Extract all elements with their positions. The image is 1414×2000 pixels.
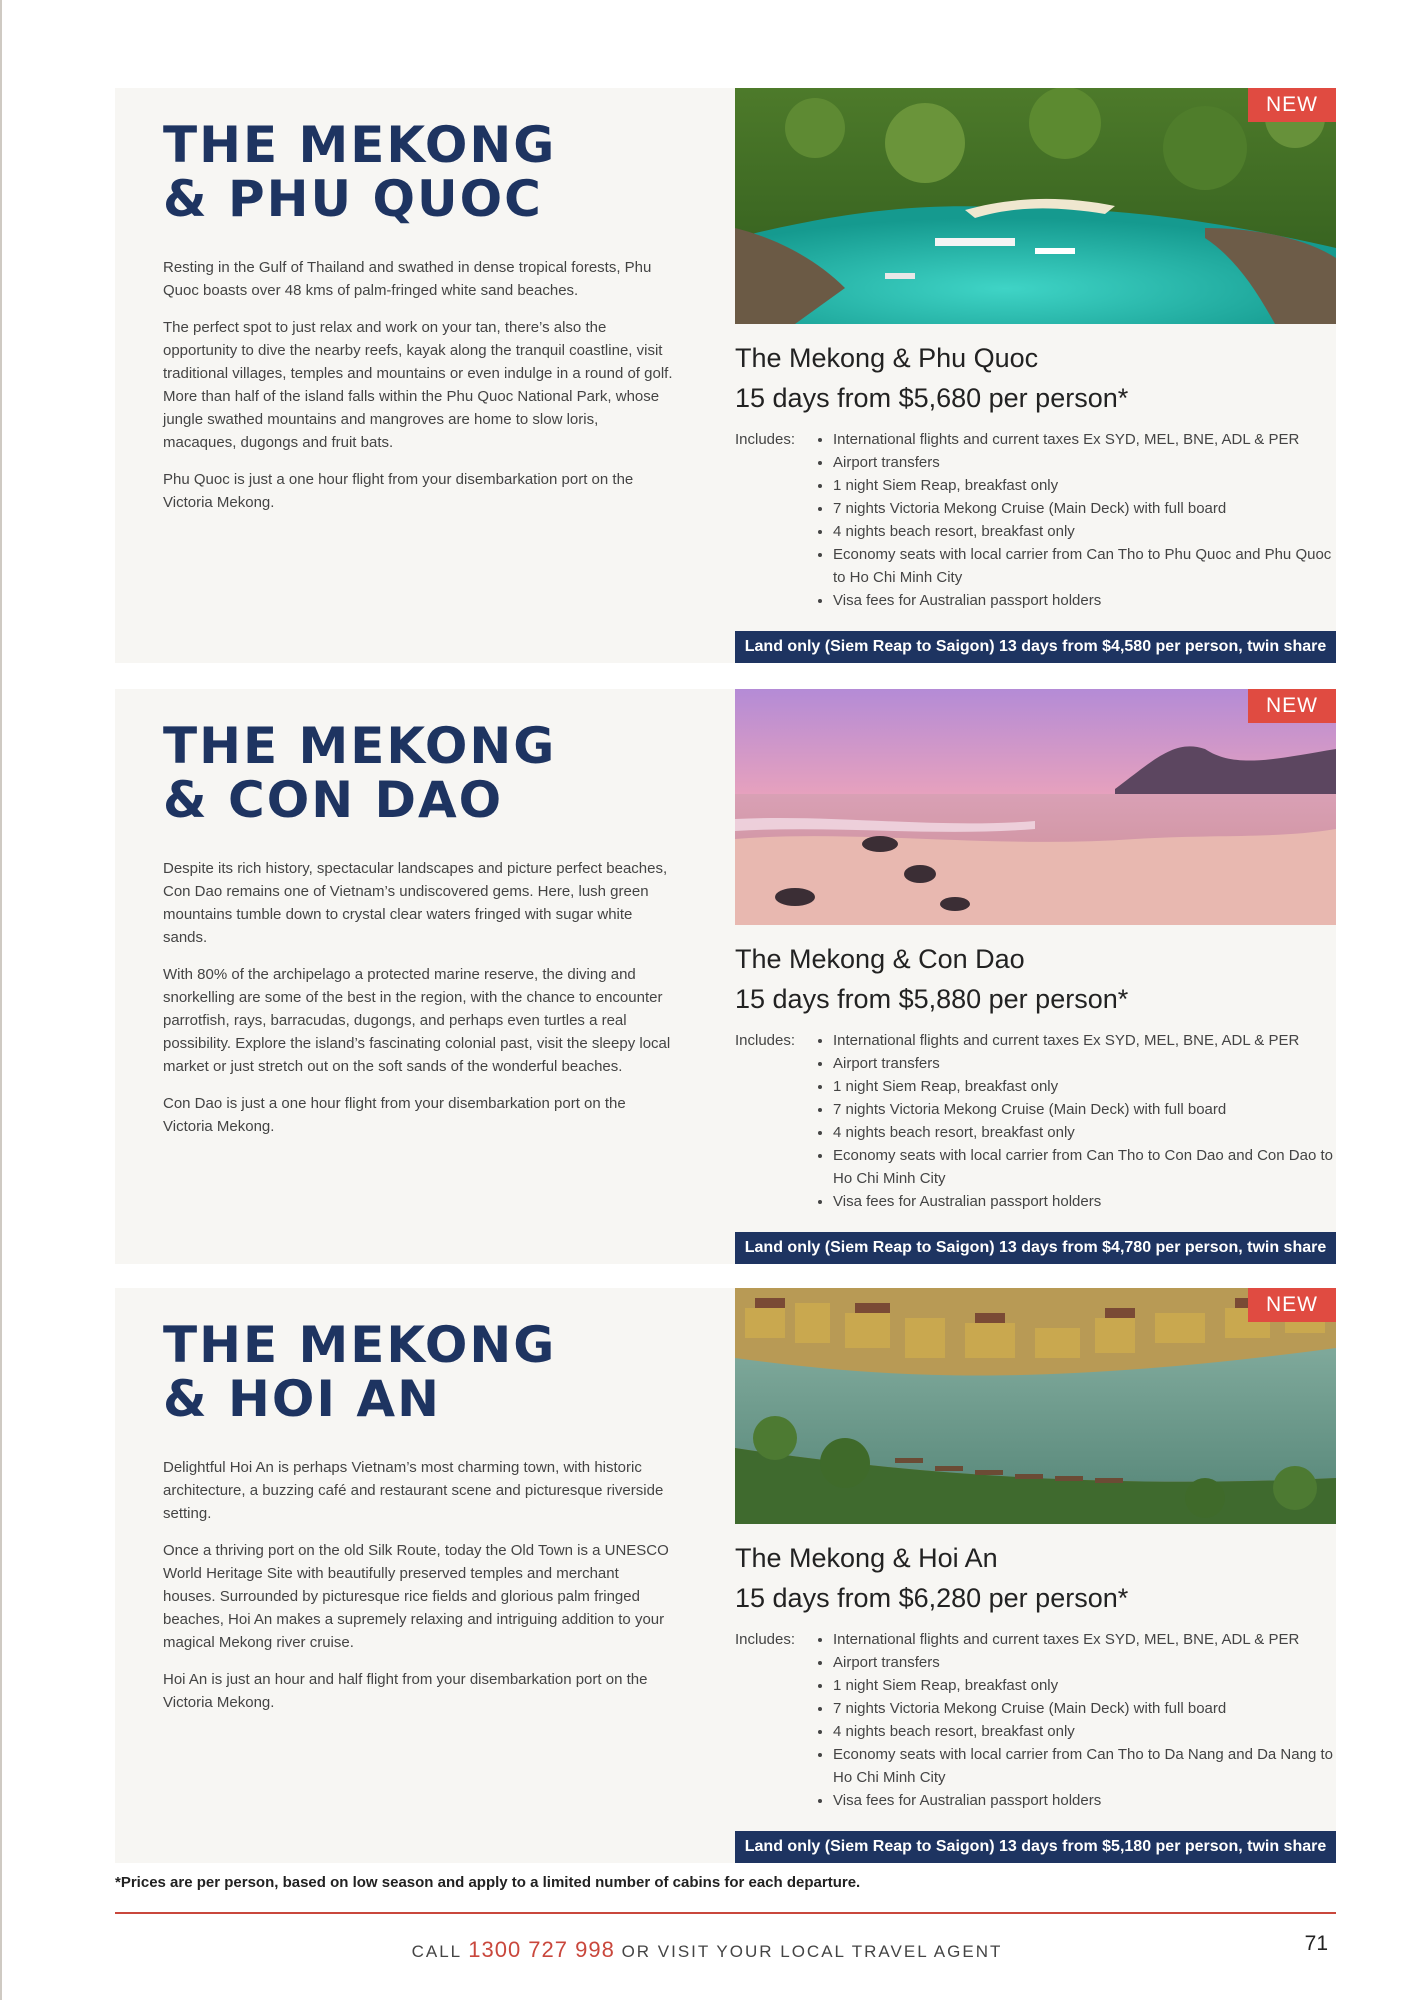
title-line-1: THE MEKONG (163, 717, 557, 775)
phone-number[interactable]: 1300 727 998 (468, 1937, 615, 1962)
list-item: • Economy seats with local carrier from Can Tho to Phu Quoc and Phu Quoc to Ho Chi Minh City (833, 543, 1333, 589)
title-line-2: & CON DAO (163, 771, 504, 829)
footer-agent-text: OR VISIT YOUR LOCAL TRAVEL AGENT (621, 1942, 1003, 1961)
includes-label: Includes: (735, 1631, 796, 1648)
package-price: 15 days from $5,680 per person* (735, 383, 1129, 413)
footer-rule (115, 1912, 1336, 1914)
list-item: • 4 nights beach resort, breakfast only (833, 520, 1333, 543)
list-item: • 7 nights Victoria Mekong Cruise (Main Deck) with full board (833, 1697, 1333, 1720)
list-item: • Visa fees for Australian passport holders (833, 1789, 1333, 1812)
list-item: • 1 night Siem Reap, breakfast only (833, 1075, 1333, 1098)
new-badge: NEW (1248, 88, 1336, 122)
paragraph: With 80% of the archipelago a protected marine reserve, the diving and snorkelling are some of the best in the region, with the chance to encounter parrotfish, rays, barracudas, dugongs, and perhaps even turtles a real possibility. Explore the island’s fascinating colonial past, visit the sleepy local market or just stretch out on the soft sands of the wonderful beaches. (163, 966, 671, 1075)
paragraph: Delightful Hoi An is perhaps Vietnam’s most charming town, with historic architecture, a buzzing café and restaurant scene and picturesque riverside setting. (163, 1459, 664, 1522)
section-title (163, 118, 556, 226)
hoi-an-river-photo (735, 1288, 1336, 1524)
list-item: • Airport transfers (833, 451, 1333, 474)
con-dao-sunset-photo (735, 689, 1336, 925)
footer-call: CALL (411, 1942, 462, 1961)
land-only-price-bar: Land only (Siem Reap to Saigon) 13 days from $4,780 per person, twin share (735, 1232, 1336, 1264)
includes-list (813, 1029, 1333, 1213)
section-con-dao (115, 689, 1336, 1264)
list-item: • Economy seats with local carrier from Can Tho to Con Dao and Con Dao to Ho Chi Minh City (833, 1144, 1333, 1190)
list-item: • 4 nights beach resort, breakfast only (833, 1121, 1333, 1144)
new-badge: NEW (1248, 1288, 1336, 1322)
land-only-price-bar: Land only (Siem Reap to Saigon) 13 days from $4,580 per person, twin share (735, 631, 1336, 663)
paragraph: The perfect spot to just relax and work on your tan, there’s also the opportunity to dive the nearby reefs, kayak along the tranquil coastline, visit traditional villages, temples and mountains or even indulge in a round of golf. More than half of the island falls within the Phu Quoc National Park, whose jungle swathed mountains and mangroves are home to slow loris, macaques, dugongs and fruit bats. (163, 319, 673, 451)
includes-list (813, 428, 1333, 612)
section-hoi-an (115, 1288, 1336, 1863)
package-heading (735, 338, 1336, 418)
package-heading (735, 939, 1336, 1019)
package-name: The Mekong & Con Dao (735, 944, 1025, 974)
section-title (163, 719, 556, 827)
price-footnote: *Prices are per person, based on low season and apply to a limited number of cabins for each departure. (115, 1874, 861, 1891)
list-item: • 7 nights Victoria Mekong Cruise (Main Deck) with full board (833, 1098, 1333, 1121)
package-name: The Mekong & Phu Quoc (735, 343, 1039, 373)
page-edge-line (0, 0, 2, 2000)
paragraph: Despite its rich history, spectacular landscapes and picture perfect beaches, Con Dao remains one of Vietnam’s undiscovered gems. Here, lush green mountains tumble down to crystal clear waters fringed with sugar white sands. (163, 860, 668, 946)
list-item: • Airport transfers (833, 1651, 1333, 1674)
land-only-price-bar: Land only (Siem Reap to Saigon) 13 days from $5,180 per person, twin share (735, 1831, 1336, 1863)
title-line-1: THE MEKONG (163, 116, 557, 174)
includes-label: Includes: (735, 1032, 796, 1049)
paragraph: Con Dao is just a one hour flight from your disembarkation port on the Victoria Mekong. (163, 1095, 626, 1135)
paragraph: Once a thriving port on the old Silk Route, today the Old Town is a UNESCO World Heritage Site with beautifully preserved temples and merchant houses. Surrounded by picturesque rice fields and glorious palm fringed beaches, Hoi An makes a supremely relaxing and intriguing addition to your magical Mekong river cruise. (163, 1542, 669, 1651)
description (163, 1456, 673, 1728)
description (163, 256, 673, 528)
paragraph: Resting in the Gulf of Thailand and swathed in dense tropical forests, Phu Quoc boasts over 48 kms of palm-fringed white sand beaches. (163, 259, 652, 299)
section-title (163, 1318, 556, 1426)
list-item: • 7 nights Victoria Mekong Cruise (Main Deck) with full board (833, 497, 1333, 520)
list-item: • Visa fees for Australian passport holders (833, 589, 1333, 612)
page-number: 71 (1304, 1932, 1328, 1955)
description (163, 857, 673, 1152)
paragraph: Phu Quoc is just a one hour flight from your disembarkation port on the Victoria Mekong. (163, 471, 634, 511)
title-line-1: THE MEKONG (163, 1316, 557, 1374)
title-line-2: & HOI AN (163, 1370, 441, 1428)
includes-list (813, 1628, 1333, 1812)
package-name: The Mekong & Hoi An (735, 1543, 998, 1573)
list-item: • Economy seats with local carrier from Can Tho to Da Nang and Da Nang to Ho Chi Minh City (833, 1743, 1333, 1789)
includes-label: Includes: (735, 431, 796, 448)
list-item: • 1 night Siem Reap, breakfast only (833, 474, 1333, 497)
footer-call-line (0, 1937, 1414, 1963)
paragraph: Hoi An is just an hour and half flight from your disembarkation port on the Victoria Mekong. (163, 1671, 648, 1711)
package-price: 15 days from $5,880 per person* (735, 984, 1129, 1014)
package-heading (735, 1538, 1336, 1618)
list-item: • International flights and current taxes Ex SYD, MEL, BNE, ADL & PER (833, 1029, 1333, 1052)
list-item: • Airport transfers (833, 1052, 1333, 1075)
section-phu-quoc (115, 88, 1336, 663)
list-item: • International flights and current taxes Ex SYD, MEL, BNE, ADL & PER (833, 428, 1333, 451)
list-item: • Visa fees for Australian passport holders (833, 1190, 1333, 1213)
package-price: 15 days from $6,280 per person* (735, 1583, 1129, 1613)
list-item: • 4 nights beach resort, breakfast only (833, 1720, 1333, 1743)
list-item: • 1 night Siem Reap, breakfast only (833, 1674, 1333, 1697)
title-line-2: & PHU QUOC (163, 170, 543, 228)
phu-quoc-bay-photo (735, 88, 1336, 324)
new-badge: NEW (1248, 689, 1336, 723)
list-item: • International flights and current taxes Ex SYD, MEL, BNE, ADL & PER (833, 1628, 1333, 1651)
